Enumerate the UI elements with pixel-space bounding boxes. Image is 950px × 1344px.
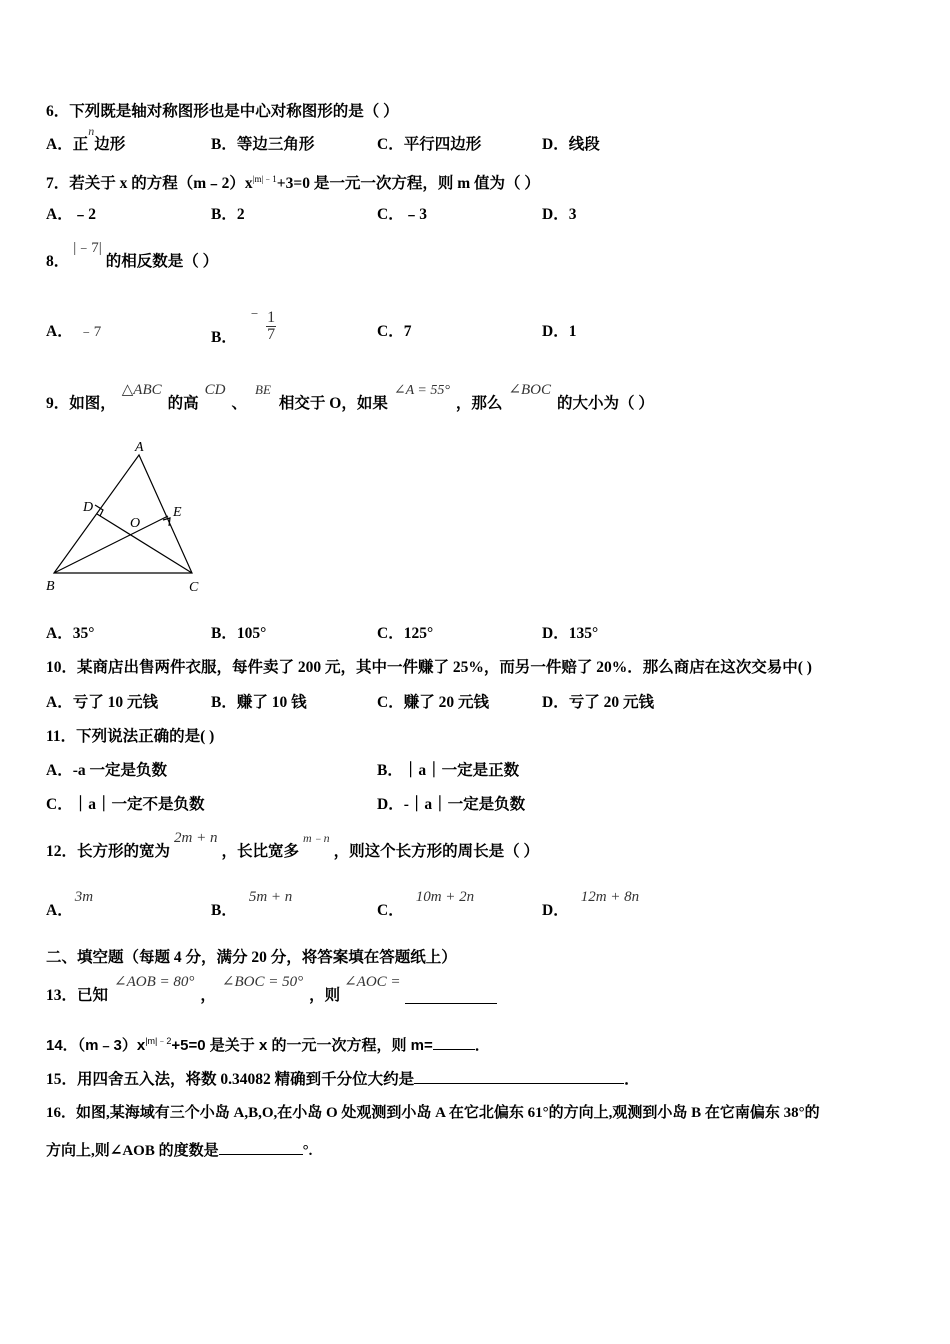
q10-option-b: B．赚了 10 钱 xyxy=(211,694,307,711)
q6-option-c: C．平行四边形 xyxy=(377,136,482,153)
label-o: O xyxy=(130,516,141,531)
q9-stem: 9．如图，△ABC的高CD、$^{BE}$相交于 O，如果∠A = 55°，那么∠BOC的大小为（ ） xyxy=(46,382,654,412)
q13-stem: 13．已知∠AOB = 80°，∠BOC = 50°，则∠AOC = xyxy=(46,985,497,1006)
q10-option-d: D．亏了 20 元钱 xyxy=(542,694,654,711)
q8-option-d: D．1 xyxy=(542,323,577,340)
label-b: B xyxy=(46,579,55,594)
q6-option-a: A．正$^n$边形 xyxy=(46,124,126,153)
q11-option-d: D．-｜a｜一定是负数 xyxy=(377,796,526,813)
label-e: E xyxy=(173,505,182,520)
q9-option-b: B．105° xyxy=(211,625,267,642)
q11-option-c: C．｜a｜一定不是负数 xyxy=(46,796,205,813)
q10-option-c: C．赚了 20 元钱 xyxy=(377,694,489,711)
q11-option-b: B．｜a｜一定是正数 xyxy=(377,762,520,779)
q15-stem: 15．用四舍五入法，将数 0.34082 精确到千分位大约是 ． xyxy=(46,1071,640,1088)
q6-option-b: B．等边三角形 xyxy=(211,136,315,153)
q14-stem: 14．$(m﹣3)x^{|m|﹣2}+5=0$ 是关于 x 的一元一次方程，则 m= ． xyxy=(46,1036,490,1054)
q6-stem: 6．下列既是轴对称图形也是中心对称图形的是（ ） xyxy=(46,103,399,120)
q6-option-d: D．线段 xyxy=(542,136,600,153)
q10-option-a: A．亏了 10 元钱 xyxy=(46,694,158,711)
label-a: A xyxy=(135,440,144,455)
q12-option-b: B．5m + n xyxy=(211,889,293,919)
q8-option-b: B． ﹣ $\frac{1}{7}$ xyxy=(211,304,276,347)
q8-option-c: C．7 xyxy=(377,323,412,340)
q9-option-a: A．35° xyxy=(46,625,95,642)
label-c: C xyxy=(189,580,199,595)
q9-option-c: C．125° xyxy=(377,625,434,642)
q7-option-b: B．2 xyxy=(211,206,245,223)
q12-option-a: A．3m xyxy=(46,889,94,919)
q8-option-a: A． ﹣7 xyxy=(46,323,102,340)
q16-line-2: 方向上,则∠AOB 的度数是 °. xyxy=(46,1140,312,1161)
q7-stem: 7．若关于 x 的方程$(m﹣2)x^{|m|﹣1}+3=0$ 是一元一次方程，则 m 值为（ ） xyxy=(46,174,540,193)
label-d: D xyxy=(83,500,94,515)
q7-option-d: D．3 xyxy=(542,206,577,223)
q9-option-d: D．135° xyxy=(542,625,599,642)
q12-option-c: C．10m + 2n xyxy=(377,889,475,919)
triangle-figure xyxy=(42,435,212,600)
q11-option-a: A．-a 一定是负数 xyxy=(46,762,167,779)
q8-stem: 8．|﹣7|的相反数是（ ） xyxy=(46,240,219,270)
q16-line-1: 16．如图,某海域有三个小岛 A,B,O,在小岛 O 处观测到小岛 A 在它北偏东 61°的方向上,观测到小岛 B 在它南偏东 38°的 xyxy=(46,1105,820,1121)
q12-stem: 12．长方形的宽为2m + n，长比宽多$^{m﹣n}$，则这个长方形的周长是（ ） xyxy=(46,830,540,860)
q11-stem: 11．下列说法正确的是( ) xyxy=(46,728,215,745)
q10-stem: 10．某商店出售两件衣服，每件卖了 200 元，其中一件赚了 25%，而另一件赔了 20%．那么商店在这次交易中( ) xyxy=(46,659,812,676)
q7-option-c: C．﹣3 xyxy=(377,206,427,223)
section-2-heading: 二、填空题（每题 4 分，满分 20 分，将答案填在答题纸上） xyxy=(46,949,457,966)
q7-option-a: A．﹣2 xyxy=(46,206,96,223)
q12-option-d: D．12m + 8n xyxy=(542,889,640,919)
